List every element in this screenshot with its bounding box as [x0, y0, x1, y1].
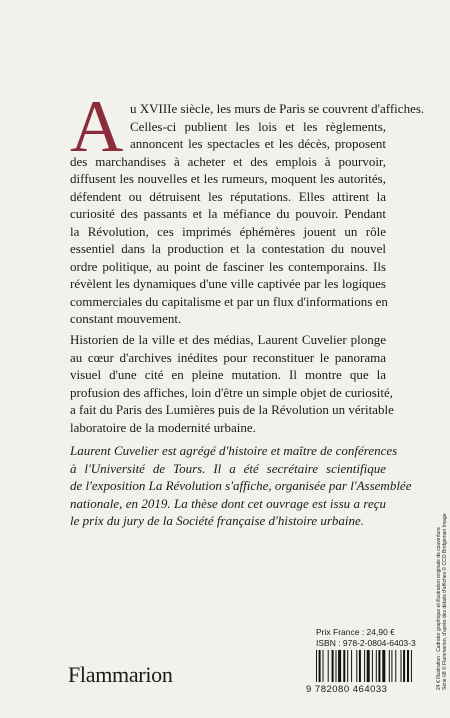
text-line: diffusent les nouvelles et les rumeurs, moquent les autorités, [70, 171, 386, 186]
price-label: Prix France : 24,90 € [316, 627, 395, 637]
barcode-bar [323, 650, 324, 682]
text-line: ordre politique, au point de fasciner les contemporains. Ils [70, 258, 386, 274]
text-line: laboratoire de la modernité urbaine. [70, 419, 256, 435]
text-line: Laurent Cuvelier est agrégé d'histoire et maître de conférences [70, 443, 398, 458]
barcode-bar [382, 650, 385, 682]
text-line: révèlent les dynamiques d'une ville captivée par les logiques [70, 276, 386, 291]
text-line: u XVIIIe siècle, les murs de Paris se couvrent d'affiches. [130, 101, 425, 116]
credits-line: Série 08 © Flammarion, d'après des détails d'affiches © CCO Bridgeman Image [442, 513, 448, 690]
text-line: a fait du Paris des Lumières puis de la Révolution un véritable [70, 402, 394, 417]
barcode-bar [351, 650, 352, 682]
text-line: Celles-ci publient les lois et les règlements, [130, 118, 386, 134]
barcode-bar [332, 650, 334, 682]
text-line: annoncent les spectacles et les décès, proposent [130, 136, 386, 151]
text-line: constant mouvement. [70, 311, 182, 326]
barcode-bar [389, 650, 390, 682]
text-line: curiosité des passants et la méfiance du pouvoir. Pendant [70, 206, 386, 221]
text-line: visuel d'une cité en pleine mutation. Il montre que la [70, 367, 386, 382]
barcode-bar [316, 650, 317, 682]
barcode-bar [347, 650, 348, 682]
barcode [316, 650, 432, 682]
dropcap-letter: A [70, 86, 122, 168]
barcode-bar [407, 650, 409, 682]
barcode-bar [364, 650, 365, 682]
barcode-bar [403, 650, 405, 682]
barcode-bar [356, 650, 357, 682]
barcode-bar [372, 650, 373, 682]
barcode-bar [319, 650, 321, 682]
text-line: au cœur d'archives inédites pour reconstituer le panorama [70, 349, 386, 365]
barcode-bar [338, 650, 341, 682]
barcode-bar [391, 650, 392, 682]
text-line: la Révolution, ces imprimés éphémères jouent un rôle [70, 223, 386, 239]
text-line: nationale, en 2019. La thèse dont cet ouvrage est issu a reçu [70, 495, 386, 511]
barcode-bar [343, 650, 345, 682]
cover-credits [436, 513, 448, 690]
barcode-bar [411, 650, 412, 682]
publisher-logo: Flammarion [68, 662, 173, 687]
barcode-bar [359, 650, 361, 682]
barcode-bar [367, 650, 370, 682]
isbn-label: ISBN : 978-2-0804-6403-3 [316, 638, 416, 648]
credits-line: 24 € Illustration : Cadrator graphique et illustration originale de couverture [436, 527, 442, 690]
barcode-bar [378, 650, 380, 682]
barcode-bar [328, 650, 329, 682]
barcode-bar [336, 650, 337, 682]
text-line: profusion des affiches, loin d'être un simple objet de curiosité, [70, 384, 394, 400]
barcode-number: 9 782080 464033 [306, 684, 388, 695]
barcode-bar [401, 650, 402, 682]
text-line: à l'Université de Tours. Il a été secrétaire scientifique [70, 460, 386, 476]
text-line: commerciales du capitalisme et par un flux d'informations en [70, 293, 388, 309]
text-line: défendent ou détruisent les réputations. Elles attirent la [70, 188, 386, 204]
text-line: essentiel dans la production et la contestation du nouvel [70, 241, 386, 256]
text-line: Historien de la ville et des médias, Laurent Cuvelier plonge [70, 332, 386, 347]
barcode-bar [395, 650, 396, 682]
barcode-bar [376, 650, 377, 682]
text-line: de l'exposition La Révolution s'affiche, organisée par l'Assemblée [70, 478, 412, 493]
text-line: des marchandises à acheter et des emplois à pourvoir, [70, 153, 386, 169]
text-line: le prix du jury de la Société française d'histoire urbaine. [70, 513, 365, 528]
